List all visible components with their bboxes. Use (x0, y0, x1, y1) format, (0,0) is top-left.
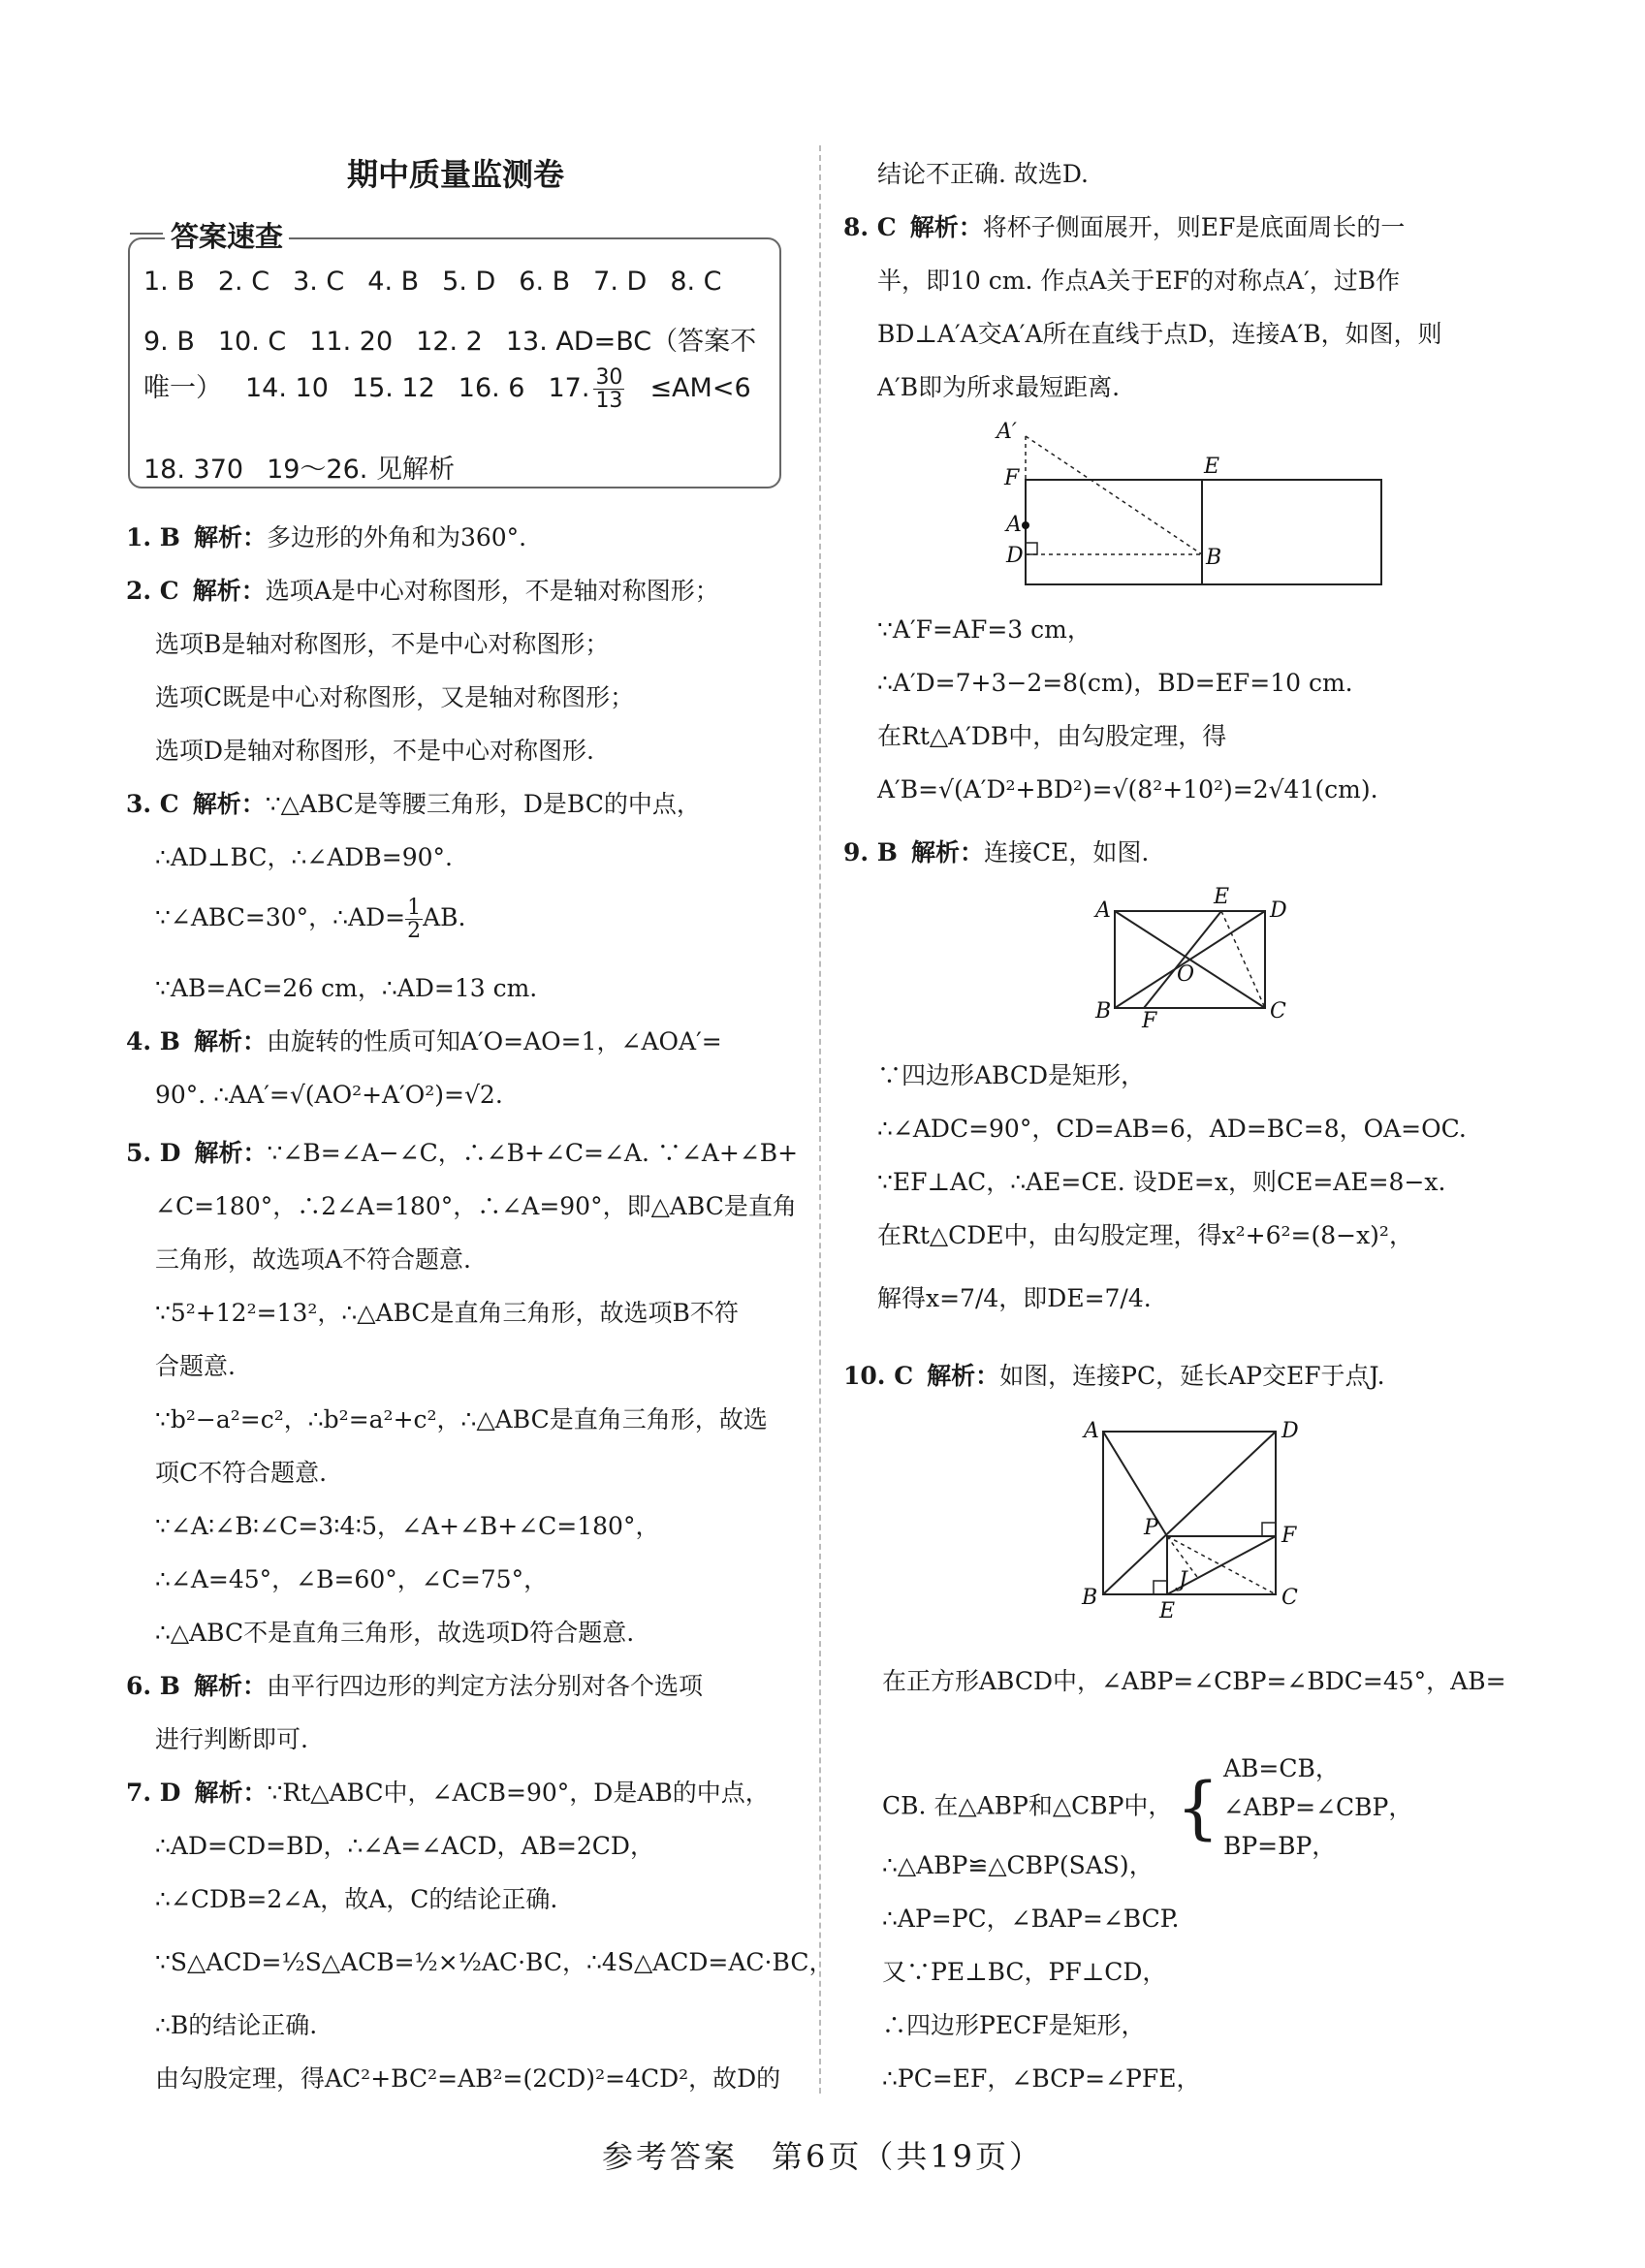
svg-text:O: O (1177, 962, 1195, 987)
sol-8-line: A′B即为所求最短距离. (877, 373, 1121, 401)
sol-8-line: 半，即10 cm. 作点A关于EF的对称点A′，过B作 (877, 267, 1401, 295)
sol-5-line: 三角形，故选项A不符合题意. (155, 1245, 472, 1274)
sol-8-line: A′B=√(A′D²+BD²)=√(8²+10²)=2√41(cm). (877, 775, 1378, 803)
svg-text:E: E (1214, 885, 1230, 909)
page-title: 期中质量监测卷 (346, 156, 564, 193)
sol-7: 7. D 解析：∵Rt△ABC中，∠ACB=90°，D是AB的中点， (126, 1779, 770, 1807)
sol-9-line: 解得x=7/4，即DE=7/4. (877, 1284, 1152, 1312)
sol-9-line: ∵四边形ABCD是矩形， (877, 1061, 1146, 1089)
sol-5-line: 项C不符合题意. (155, 1459, 328, 1487)
sol-5-line: ∴∠A=45°，∠B=60°，∠C=75°， (155, 1565, 549, 1593)
svg-text:C: C (1281, 1586, 1298, 1610)
page-footer: 参考答案 第6页（共19页） (601, 2138, 1044, 2175)
svg-text:B: B (1206, 546, 1222, 570)
svg-text:B: B (1095, 999, 1112, 1024)
svg-text:A: A (1095, 898, 1111, 923)
svg-text:E: E (1204, 455, 1220, 479)
sol-7-line: ∴∠CDB=2∠A，故A，C的结论正确. (155, 1885, 558, 1913)
quick-row-1: 1. B 2. C 3. C 4. B 5. D 6. B 7. D 8. C (143, 267, 722, 297)
sol-3: 3. C 解析：∵△ABC是等腰三角形，D是BC的中点， (126, 790, 701, 818)
quick-row-4: 18. 370 19～26. 见解析 (143, 455, 455, 485)
quick-answer-title: 答案速查 (165, 215, 289, 255)
svg-text:F: F (1004, 466, 1020, 490)
svg-text:C: C (1270, 999, 1286, 1024)
sol-10: 10. C 解析：如图，连接PC，延长AP交EF于点J. (843, 1362, 1385, 1390)
sol-2-line: 选项C既是中心对称图形，又是轴对称图形； (155, 683, 635, 711)
sol-8-line: BD⊥A′A交A′A所在直线于点D，连接A′B，如图，则 (877, 320, 1442, 348)
sol-8-line: ∵A′F=AF=3 cm， (877, 615, 1091, 644)
sol-5-line: 合题意. (155, 1352, 236, 1380)
sol-9-line: ∵EF⊥AC，∴AE=CE. 设DE=x，则CE=AE=8−x. (877, 1168, 1446, 1196)
figure-10 (1076, 1410, 1309, 1623)
svg-text:D: D (1270, 898, 1287, 923)
quick-row-3: 唯一） 14. 10 15. 12 16. 6 17. $\frac{30}{13}$ ≤AM<6 (143, 365, 751, 414)
sol-2-line: 选项D是轴对称图形，不是中心对称图形. (155, 737, 594, 765)
sol-8: 8. C 解析：将杯子侧面展开，则EF是底面周长的一 (843, 213, 1406, 241)
sol-5-line: ∵∠A∶∠B∶∠C=3∶4∶5，∠A+∠B+∠C=180°， (155, 1512, 660, 1540)
svg-text:E: E (1159, 1599, 1176, 1623)
svg-text:A: A (1006, 513, 1022, 537)
sol-2: 2. C 解析：选项A是中心对称图形，不是轴对称图形； (126, 577, 719, 605)
sol-10-line: 在正方形ABCD中，∠ABP=∠CBP=∠BDC=45°，AB= (882, 1667, 1506, 1695)
sol-2-line: 选项B是轴对称图形，不是中心对称图形； (155, 630, 610, 658)
sol-7-line: ∵S△ACD=½S△ACB=½×½AC·BC，∴4S△ACD=AC·BC， (155, 1948, 834, 1976)
sol-4-line: 90°. ∴AA′=√(AO²+A′O²)=√2. (155, 1081, 503, 1109)
sol-10-line: 又∵PE⊥BC，PF⊥CD， (882, 1958, 1167, 1986)
sol-8-line: ∴A′D=7+3−2=8(cm)，BD=EF=10 cm. (877, 669, 1353, 697)
sol-9-line: ∴∠ADC=90°，CD=AB=6，AD=BC=8，OA=OC. (877, 1115, 1467, 1143)
sol-7-line: ∴B的结论正确. (155, 2011, 318, 2039)
sol-9: 9. B 解析：连接CE，如图. (843, 838, 1150, 866)
sol-10-system: CB. 在△ABP和△CBP中，{ AB=CB， ∠ABP=∠CBP， BP=BP， (882, 1754, 1413, 1860)
sol-5: 5. D 解析：∵∠B=∠A−∠C，∴∠B+∠C=∠A. ∵∠A+∠B+ (126, 1139, 799, 1167)
svg-text:J: J (1179, 1568, 1187, 1592)
sol-3-line: ∵AB=AC=26 cm，∴AD=13 cm. (155, 974, 538, 1002)
svg-text:D: D (1006, 544, 1024, 568)
sol-10-line: ∴AP=PC，∠BAP=∠BCP. (882, 1905, 1180, 1933)
svg-text:A: A (1084, 1419, 1099, 1443)
sol-4: 4. B 解析：由旋转的性质可知A′O=AO=1，∠AOA′= (126, 1027, 722, 1055)
sol-6-line: 进行判断即可. (155, 1725, 308, 1753)
sol-10-line: ∴PC=EF，∠BCP=∠PFE， (882, 2064, 1201, 2093)
quick-row-2: 9. B 10. C 11. 20 12. 2 13. AD=BC（答案不 (143, 327, 757, 357)
sol-6: 6. B 解析：由平行四边形的判定方法分别对各个选项 (126, 1672, 703, 1700)
sol-7-line: ∴AD=CD=BD，∴∠A=∠ACD，AB=2CD， (155, 1832, 654, 1860)
sol-5-line: ∵5²+12²=13²，∴△ABC是直角三角形，故选项B不符 (155, 1299, 739, 1327)
sol-1: 1. B 解析：多边形的外角和为360°. (126, 523, 527, 551)
sol-5-line: ∠C=180°，∴2∠A=180°，∴∠A=90°，即△ABC是直角 (155, 1192, 797, 1220)
svg-text:F: F (1142, 1009, 1157, 1027)
svg-text:F: F (1281, 1524, 1297, 1548)
sol-8-line: 在Rt△A′DB中，由勾股定理，得 (877, 722, 1227, 750)
figure-8 (989, 417, 1396, 591)
column-divider (819, 145, 821, 2094)
sol-7-end: 结论不正确. 故选D. (877, 160, 1089, 188)
sol-3-line: ∴AD⊥BC，∴∠ADB=90°. (155, 843, 454, 871)
sol-5-line: ∴△ABC不是直角三角形，故选项D符合题意. (155, 1619, 635, 1647)
svg-text:P: P (1144, 1516, 1158, 1540)
sol-10-line: ∴四边形PECF是矩形， (882, 2011, 1146, 2039)
svg-text:D: D (1281, 1419, 1299, 1443)
sol-7-line: 由勾股定理，得AC²+BC²=AB²=(2CD)²=4CD²，故D的 (155, 2064, 781, 2093)
figure-9 (1086, 882, 1299, 1027)
sol-9-line: 在Rt△CDE中，由勾股定理，得x²+6²=(8−x)²， (877, 1221, 1413, 1249)
sol-5-line: ∵b²−a²=c²，∴b²=a²+c²，∴△ABC是直角三角形，故选 (155, 1405, 768, 1433)
svg-text:B: B (1082, 1586, 1098, 1610)
svg-text:A′: A′ (996, 420, 1017, 444)
sol-3-line: ∵∠ABC=30°，∴AD= $\frac{1}{2}$ AB. (155, 896, 466, 944)
sol-10-line: ∴△ABP≌△CBP(SAS)， (882, 1851, 1154, 1879)
